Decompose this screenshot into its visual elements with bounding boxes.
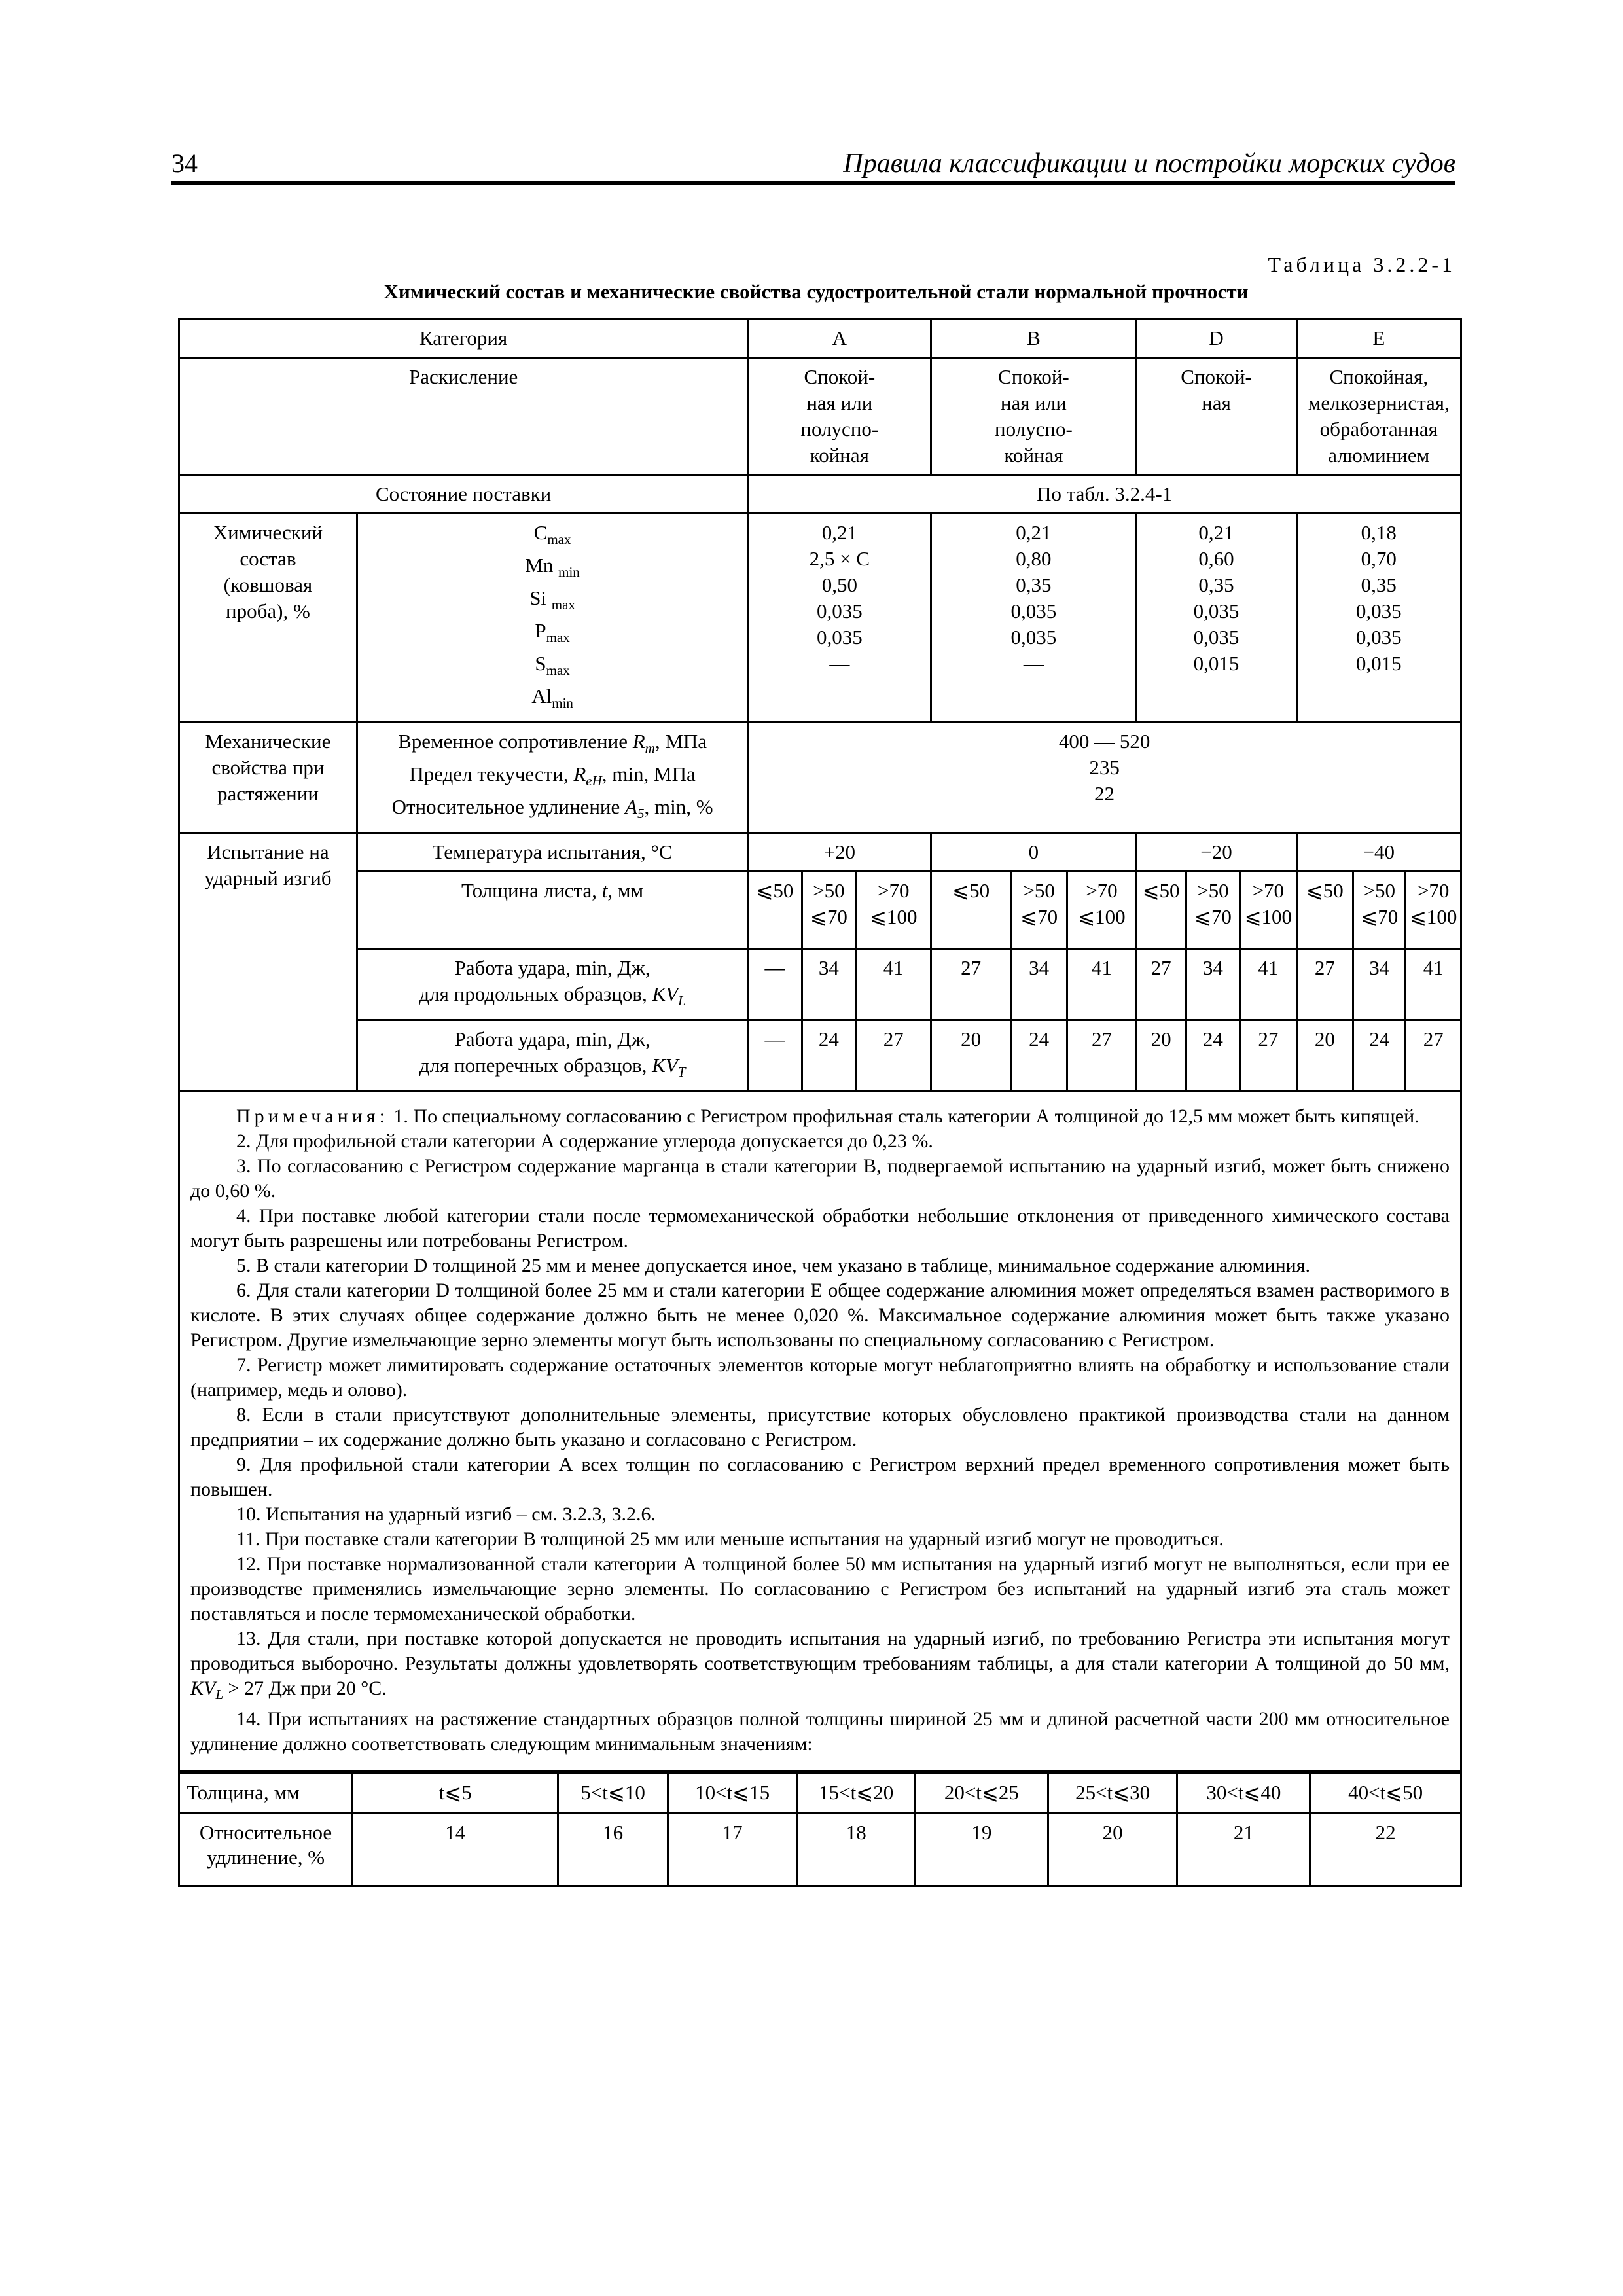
impact-thickness-row xyxy=(179,872,1461,949)
deoxidation-e: Спокойная, мелкозернистая, обработанная алюминием xyxy=(1296,358,1461,475)
thickness-range-2: 5<t⩽10 xyxy=(558,1773,668,1813)
mechanical-properties xyxy=(357,723,747,833)
element-c: $C_{max}$ xyxy=(533,521,571,547)
tensile-strength-label: Временное сопротивление $R_m$, МПа xyxy=(398,730,707,756)
kvt-e-3: 27 xyxy=(1406,1020,1461,1092)
elongation-table xyxy=(180,1772,1460,1885)
element-p: $P_{max}$ xyxy=(535,619,570,645)
element-s: $S_{max}$ xyxy=(535,652,570,678)
kvl-d-3: 41 xyxy=(1240,949,1297,1020)
thickness-d-2: >50 ⩽70 xyxy=(1186,872,1240,949)
deoxidation-b: Спокой- ная или полуспо- койная xyxy=(931,358,1136,475)
note-6: 6. Для стали категории D толщиной более 25 мм и стали категории E общее содержание алюминия может определяться взамен растворимого в кислоте. В этих случаях общее содержание должно быть не менее 0,020 %. Максимальное содержание алюминия может быть также указано Регистром. Другие измельчающие зерно элементы могут быть использованы по специальному согласованию с Регистром. xyxy=(190,1280,1450,1351)
delivery-label: Состояние поставки xyxy=(179,475,748,514)
category-e: E xyxy=(1296,319,1461,358)
thickness-range-7: 30<t⩽40 xyxy=(1177,1773,1310,1813)
thickness-range-1: t⩽5 xyxy=(353,1773,558,1813)
test-temperature-label: Температура испытания, °С xyxy=(357,833,747,872)
thickness-range-4: 15<t⩽20 xyxy=(797,1773,915,1813)
kvl-b-3: 41 xyxy=(1067,949,1136,1020)
chemical-elements xyxy=(357,514,747,723)
elongation-value-8: 22 xyxy=(1310,1813,1460,1885)
element-al: $Al_{min}$ xyxy=(531,685,573,711)
mechanical-values: 400 — 520 235 22 xyxy=(748,723,1461,833)
kvt-a-3: 27 xyxy=(856,1020,931,1092)
kvt-b-1: 20 xyxy=(931,1020,1011,1092)
chemical-values-b: 0,21 0,80 0,35 0,035 0,035 — xyxy=(931,514,1136,723)
elongation-value-6: 20 xyxy=(1048,1813,1177,1885)
elongation-table-row xyxy=(179,1771,1461,1886)
thickness-range-5: 20<t⩽25 xyxy=(915,1773,1048,1813)
note-8: 8. Если в стали присутствуют дополнительные элементы, присутствие которых обусловлено практикой производства стали на данном предприятии – их содержание должно быть указано и согласовано с Регистром. xyxy=(190,1404,1450,1450)
elongation-thickness-row xyxy=(180,1773,1460,1813)
note-2: 2. Для профильной стали категории А содержание углерода допускается до 0,23 %. xyxy=(236,1130,933,1152)
kvl-d-2: 34 xyxy=(1186,949,1240,1020)
element-mn: Mn $_{min}$ xyxy=(525,554,580,580)
kvt-label: Работа удара, min, Дж, для поперечных образцов, $KV_T$ xyxy=(357,1020,747,1092)
kvt-e-2: 24 xyxy=(1353,1020,1406,1092)
note-9: 9. Для профильной стали категории А всех толщин по согласованию с Регистром верхний предел временного сопротивления может быть повышен. xyxy=(190,1454,1450,1500)
kvt-b-3: 27 xyxy=(1067,1020,1136,1092)
elongation-value-1: 14 xyxy=(353,1813,558,1885)
category-row xyxy=(179,319,1461,358)
note-4: 4. При поставке любой категории стали после термомеханической обработки небольшие отклонения от приведенного химического состава могут быть разрешены или потребованы Регистром. xyxy=(190,1205,1450,1251)
impact-group-label: Испытание на ударный изгиб xyxy=(179,833,357,1092)
notes-section xyxy=(179,1092,1461,1771)
chemical-values-d: 0,21 0,60 0,35 0,035 0,035 0,015 xyxy=(1136,514,1296,723)
thickness-range-8: 40<t⩽50 xyxy=(1310,1773,1460,1813)
elongation-label: Относительное удлинение $A_5$, min, % xyxy=(391,795,713,821)
note-3: 3. По согласованию с Регистром содержание марганца в стали категории В, подвергаемой испытанию на ударный изгиб, может быть снижено до 0,60 %. xyxy=(190,1155,1450,1202)
table-caption: Химический состав и механические свойства судостроительной стали нормальной прочности xyxy=(383,280,1249,303)
deoxidation-d: Спокой- ная xyxy=(1136,358,1296,475)
kvt-e-1: 20 xyxy=(1296,1020,1353,1092)
deoxidation-a: Спокой- ная или полуспо- койная xyxy=(748,358,931,475)
note-12: 12. При поставке нормализованной стали категории А толщиной более 50 мм испытания на ударный изгиб могут не выполняться, если при ее производстве применялись измельчающие зерно элементы. По согласованию с Регистром без испытаний на ударный изгиб эта сталь может поставляться и после термомеханической обработки. xyxy=(190,1553,1450,1624)
kvl-e-2: 34 xyxy=(1353,949,1406,1020)
kvl-a-1: — xyxy=(748,949,802,1020)
steel-properties-table xyxy=(178,318,1462,1887)
thickness-b-2: >50 ⩽70 xyxy=(1010,872,1067,949)
category-a: A xyxy=(748,319,931,358)
elongation-thickness-label: Толщина, мм xyxy=(180,1773,353,1813)
mechanical-row xyxy=(179,723,1461,833)
chemical-row xyxy=(179,514,1461,723)
thickness-a-2: >50 ⩽70 xyxy=(802,872,855,949)
temp-d: −20 xyxy=(1136,833,1296,872)
elongation-value-7: 21 xyxy=(1177,1813,1310,1885)
kvl-e-3: 41 xyxy=(1406,949,1461,1020)
elongation-value-4: 18 xyxy=(797,1813,915,1885)
temp-b: 0 xyxy=(931,833,1136,872)
temp-a: +20 xyxy=(748,833,931,872)
kvl-d-1: 27 xyxy=(1136,949,1186,1020)
plate-thickness-label: Толщина листа, t, мм xyxy=(357,872,747,949)
elongation-table-cell xyxy=(179,1771,1461,1886)
thickness-e-2: >50 ⩽70 xyxy=(1353,872,1406,949)
category-header: Категория xyxy=(179,319,748,358)
kvl-b-1: 27 xyxy=(931,949,1011,1020)
thickness-range-6: 25<t⩽30 xyxy=(1048,1773,1177,1813)
kvt-d-1: 20 xyxy=(1136,1020,1186,1092)
thickness-a-1: ⩽50 xyxy=(748,872,802,949)
kvl-e-1: 27 xyxy=(1296,949,1353,1020)
kvt-d-2: 24 xyxy=(1186,1020,1240,1092)
running-title: Правила классификации и постройки морских судов xyxy=(843,149,1455,179)
kvl-b-2: 34 xyxy=(1010,949,1067,1020)
impact-kvt-row xyxy=(179,1020,1461,1092)
kvl-a-3: 41 xyxy=(856,949,931,1020)
notes-heading: Примечания: xyxy=(236,1105,389,1127)
mechanical-group-label: Механические свойства при растяжении xyxy=(179,723,357,833)
chemical-values-a: 0,21 2,5 × C 0,50 0,035 0,035 — xyxy=(748,514,931,723)
elongation-value-label: Относительное удлинение, % xyxy=(180,1813,353,1885)
chemical-values-e: 0,18 0,70 0,35 0,035 0,035 0,015 xyxy=(1296,514,1461,723)
element-si: Si $_{max}$ xyxy=(529,586,575,613)
note-11: 11. При поставке стали категории В толщиной 25 мм или меньше испытания на ударный изгиб могут не проводиться. xyxy=(236,1528,1224,1550)
note-10: 10. Испытания на ударный изгиб – см. 3.2.3, 3.2.6. xyxy=(236,1503,656,1525)
elongation-value-5: 19 xyxy=(915,1813,1048,1885)
thickness-a-3: >70 ⩽100 xyxy=(856,872,931,949)
yield-strength-label: Предел текучести, $R_{eH}$, min, МПа xyxy=(409,762,696,789)
kvt-d-3: 27 xyxy=(1240,1020,1297,1092)
thickness-e-1: ⩽50 xyxy=(1296,872,1353,949)
thickness-d-3: >70 ⩽100 xyxy=(1240,872,1297,949)
kvl-label: Работа удара, min, Дж, для продольных образцов, $KV_L$ xyxy=(357,949,747,1020)
category-b: B xyxy=(931,319,1136,358)
elongation-value-2: 16 xyxy=(558,1813,668,1885)
chemical-group-label: Химический состав (ковшовая проба), % xyxy=(179,514,357,723)
notes-row xyxy=(179,1092,1461,1771)
note-14: 14. При испытаниях на растяжение стандартных образцов полной толщины шириной 25 мм и длиной расчетной части 200 мм относительное удлинение должно соответствовать следующим минимальным значениям: xyxy=(190,1708,1450,1755)
note-7: 7. Регистр может лимитировать содержание остаточных элементов которые могут неблагоприятно влиять на обработку и использование стали (например, медь и олово). xyxy=(190,1354,1450,1401)
kvt-a-2: 24 xyxy=(802,1020,855,1092)
thickness-e-3: >70 ⩽100 xyxy=(1406,872,1461,949)
kvt-a-1: — xyxy=(748,1020,802,1092)
elongation-values-row xyxy=(180,1813,1460,1885)
deoxidation-row xyxy=(179,358,1461,475)
elongation-value-3: 17 xyxy=(668,1813,797,1885)
delivery-value: По табл. 3.2.4-1 xyxy=(748,475,1461,514)
note-1: Примечания: 1. По специальному согласованию с Регистром профильная сталь категории А толщиной до 12,5 мм может быть кипящей. xyxy=(236,1105,1419,1127)
table-label: Таблица 3.2.2-1 xyxy=(1268,253,1455,276)
thickness-d-1: ⩽50 xyxy=(1136,872,1186,949)
thickness-b-1: ⩽50 xyxy=(931,872,1011,949)
impact-kvl-row xyxy=(179,949,1461,1020)
category-d: D xyxy=(1136,319,1296,358)
temp-e: −40 xyxy=(1296,833,1461,872)
thickness-range-3: 10<t⩽15 xyxy=(668,1773,797,1813)
page-number: 34 xyxy=(171,149,198,178)
note-5: 5. В стали категории D толщиной 25 мм и менее допускается иное, чем указано в таблице, минимальное содержание алюминия. xyxy=(236,1255,1310,1276)
kvt-b-2: 24 xyxy=(1010,1020,1067,1092)
kvl-a-2: 34 xyxy=(802,949,855,1020)
delivery-row xyxy=(179,475,1461,514)
deoxidation-label: Раскисление xyxy=(179,358,748,475)
thickness-b-3: >70 ⩽100 xyxy=(1067,872,1136,949)
page-header xyxy=(171,145,1455,185)
impact-temperature-row xyxy=(179,833,1461,872)
note-13: 13. Для стали, при поставке которой допускается не проводить испытания на ударный изгиб, по требованию Регистра эти испытания могут проводиться выборочно. Результаты должны удовлетворять соответствующим требованиям таблицы, а для стали категории А толщиной до 50 мм, $KV_L > 27$ Дж при 20 °С. xyxy=(190,1628,1450,1702)
